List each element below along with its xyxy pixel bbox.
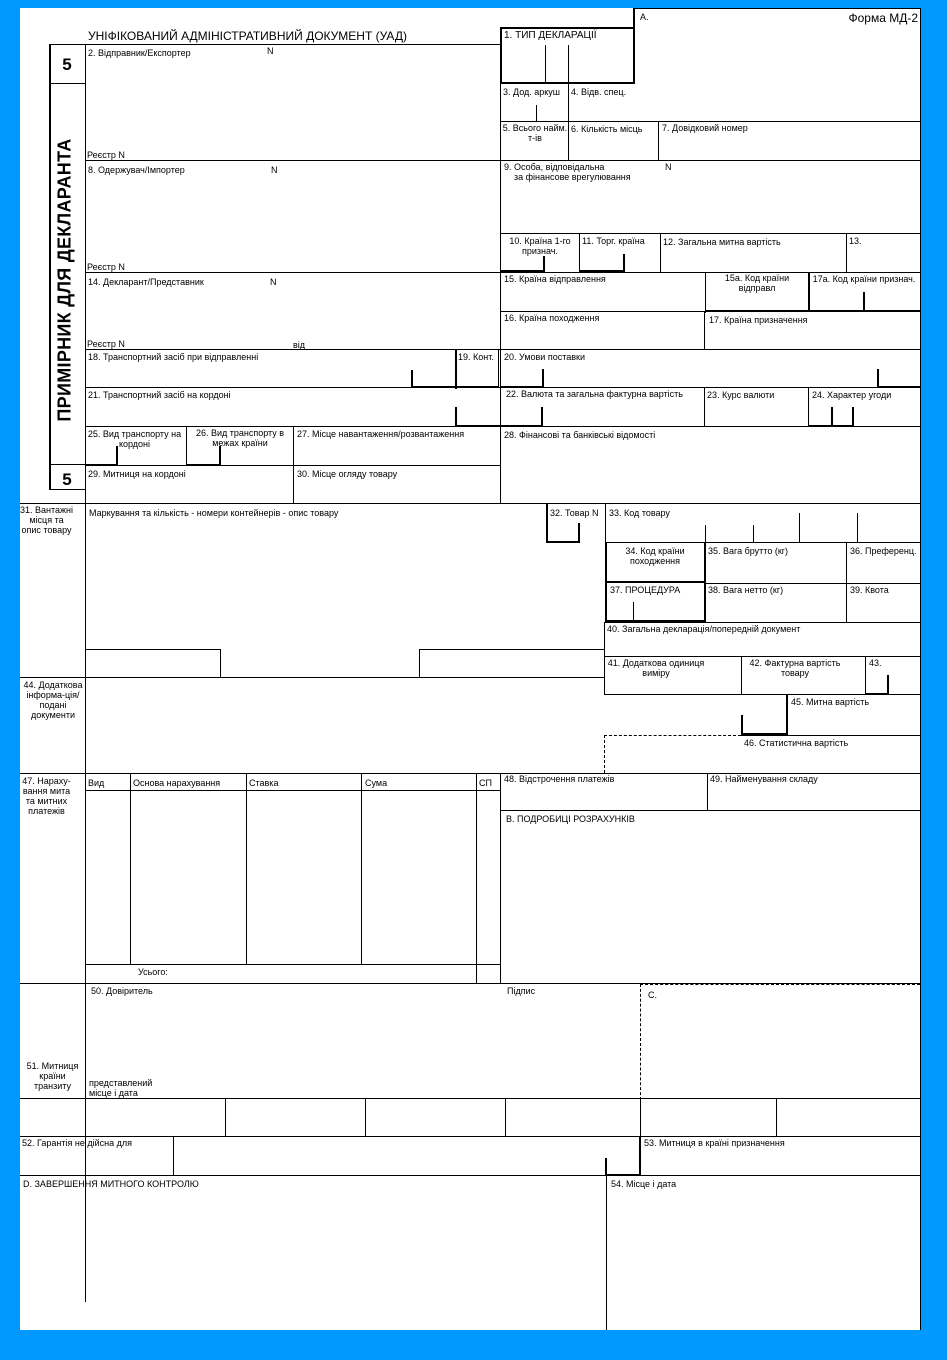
field-32-label: 32. Товар N [550,508,599,518]
field-46-label: 46. Статистична вартість [744,738,849,748]
field-14-register: Реєстр N [87,339,125,349]
field-22-label: 22. Валюта та загальна фактурна вартість [506,389,683,399]
document-title: УНІФІКОВАНИЙ АДМІНІСТРАТИВНИЙ ДОКУМЕНТ (УАД) [88,29,407,43]
box-d-label: D. ЗАВЕРШЕННЯ МИТНОГО КОНТРОЛЮ [23,1179,199,1189]
field-24-label: 24. Характер угоди [812,390,892,400]
field-1-label: 1. ТИП ДЕКЛАРАЦІЇ [504,30,597,41]
copy-number-bottom: 5 [62,470,72,489]
field-17a-label: 17а. Код країни признач. [812,274,916,284]
field-7-label: 7. Довідковий номер [662,123,748,133]
field-52-label: 52. Гарантія не дійсна для [22,1138,132,1148]
field-30-label: 30. Місце огляду товару [297,469,398,479]
field-9-label-line2: за фінансове врегулювання [514,172,631,182]
field-15a-label: 15а. Код країни відправл [724,273,790,293]
field-14-n: N [270,277,277,287]
field-50-represented: представлений [89,1078,153,1088]
field-39-label: 39. Квота [850,585,889,595]
field-37-label: 37. ПРОЦЕДУРА [610,585,681,595]
field-10-label: 10. Країна 1-го признач. [509,236,571,256]
field-6-label: 6. Кількість місць [571,124,643,134]
field-2-label: 2. Відправник/Експортер [88,48,191,58]
copy-title: ПРИМІРНИК ДЛЯ ДЕКЛАРАНТА [54,138,75,422]
field-15-label: 15. Країна відправлення [504,274,606,284]
field-47-col-sum: Сума [365,778,388,788]
field-53-label: 53. Митниця в країні призначення [644,1138,785,1148]
field-25-label: 25. Вид транспорту на кордоні [87,429,182,449]
field-12-label: 12. Загальна митна вартість [663,237,781,247]
field-34-label: 34. Код країни походження [625,546,685,566]
field-42-label: 42. Фактурна вартість товару [749,658,841,678]
field-4-label: 4. Відв. спец. [571,87,627,97]
field-43-label: 43. [869,658,882,668]
field-28-label: 28. Фінансові та банківські відомості [504,430,656,440]
customs-declaration-form [20,8,920,1330]
field-31-label: 31. Вантажні місця та опис товару [20,505,74,535]
field-47-col-payment-method: СП [479,778,492,788]
field-41-label: 41. Додаткова одиниця виміру [607,658,705,678]
field-33-label: 33. Код товару [609,508,670,518]
field-45-label: 45. Митна вартість [791,697,870,707]
field-40-label: 40. Загальна декларація/попередній документ [607,624,801,634]
field-18-label: 18. Транспортний засіб при відправленні [88,352,259,362]
box-c-label: C. [648,990,657,1000]
box-b-label: B. ПОДРОБИЦІ РОЗРАХУНКІВ [506,814,635,824]
field-2-register: Реєстр N [87,150,125,160]
field-38-label: 38. Вага нетто (кг) [708,585,784,595]
field-9-label-line1: 9. Особа, відповідальна [504,162,605,172]
field-47-col-rate: Ставка [249,778,279,788]
field-31-description: Маркування та кількість - номери контейнерів - опис товару [89,508,339,518]
field-27-label: 27. Місце навантаження/розвантаження [297,429,465,439]
field-20-label: 20. Умови поставки [504,352,585,362]
box-a-label: A. [640,12,649,22]
field-8-register: Реєстр N [87,262,125,272]
copy-number-top: 5 [62,55,72,74]
field-11-label: 11. Торг. країна [582,236,645,246]
field-19-label: 19. Конт. [458,352,494,362]
field-16-label: 16. Країна походження [504,313,600,323]
field-47-total: Усього: [138,967,168,977]
field-47-col-type: Вид [88,778,105,788]
field-48-label: 48. Відстрочення платежів [504,774,615,784]
field-50-place-date: місце і дата [89,1088,138,1098]
field-14-label: 14. Декларант/Представник [88,277,204,287]
form-code: Форма МД-2 [848,11,918,25]
field-9-n: N [665,162,672,172]
field-36-label: 36. Преференц. [850,546,917,556]
field-23-label: 23. Курс валюти [707,390,775,400]
field-50-label: 50. Довіритель [91,986,153,996]
field-44-label: 44. Додаткова інформа-ція/подані документи [23,680,83,720]
field-47-col-basis: Основа нарахування [133,778,221,788]
field-8-n: N [271,165,278,175]
field-26-label: 26. Вид транспорту в межах країни [195,428,285,448]
field-13-label: 13. [849,236,862,246]
field-29-label: 29. Митниця на кордоні [88,469,186,479]
field-47-label: 47. Нараху-вання мита та митних платежів [22,776,71,816]
field-51-label: 51. Митниця країни транзиту [26,1061,79,1091]
field-17-label: 17. Країна призначення [709,315,808,325]
field-21-label: 21. Транспортний засіб на кордоні [88,390,231,400]
field-35-label: 35. Вага брутто (кг) [708,546,789,556]
field-3-label: 3. Дод. аркуш [503,87,561,97]
field-5-label: 5. Всього найм. т-ів [502,123,568,143]
field-8-label: 8. Одержувач/Імпортер [88,165,185,175]
field-54-label: 54. Місце і дата [611,1179,677,1189]
field-50-signature: Підпис [507,986,536,996]
field-49-label: 49. Найменування складу [710,774,818,784]
field-2-n: N [267,46,274,56]
field-14-from: від [293,340,306,350]
